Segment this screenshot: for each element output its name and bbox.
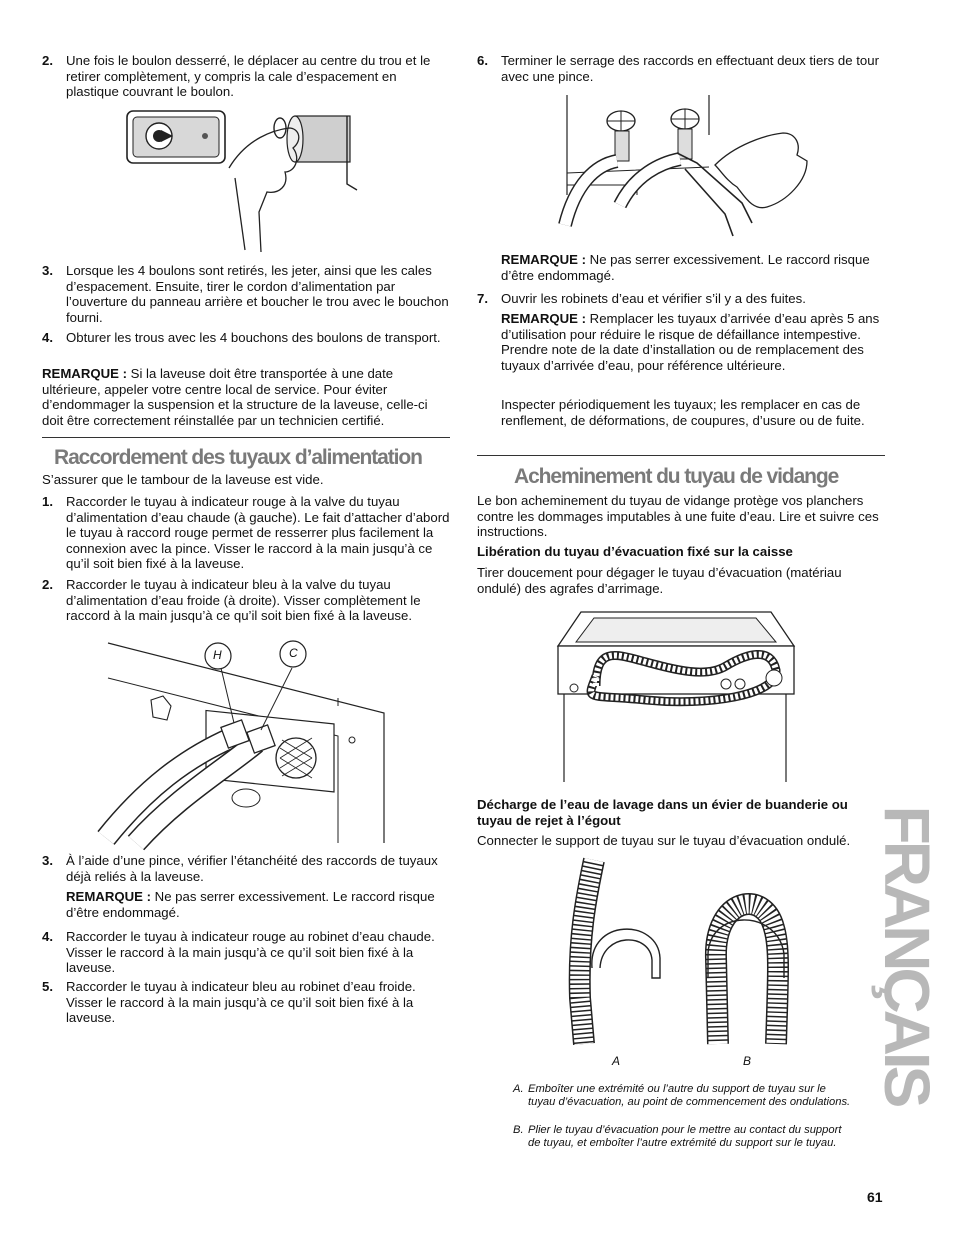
step-text: Terminer le serrage des raccords en effectuant deux tiers de tour avec une pince. (501, 53, 879, 84)
discharge-text: Connecter le support de tuyau sur le tuyau d’évacuation ondulé. (477, 833, 851, 848)
release-text: Tirer doucement pour dégager le tuyau d’évacuation (matériau ondulé) des agrafes d’arrimage. (477, 565, 842, 596)
section-title-supply-hoses: Raccordement des tuyaux d’alimentation (54, 446, 422, 469)
remark-text: Ne pas serrer excessivement. Le raccord risque d’être endommagé. (501, 252, 870, 283)
remark-label: REMARQUE : (501, 252, 586, 267)
step-text: Raccorder le tuyau à indicateur rouge à la valve du tuyau d’alimentation d’eau chaude (à gauche). Le fait d’attacher d’abord le tuyau à raccord rouge permet de resserrer plus facilement la connexion avec la pince. Visser le raccord à la main jusqu’à ce qu’il soit bien fixé à la laveuse. (66, 494, 450, 572)
remark-text: Si la laveuse doit être transportée à une date ultérieure, appeler votre centre local de service. Pour éviter d’endommager la suspension et la structure de la laveuse, celle-ci doit être correctement réinstallée par un technicien certifié. (42, 366, 428, 428)
step-number: 2. (42, 577, 53, 592)
subheading-discharge: Décharge de l’eau de lavage dans un évier de buanderie ou tuyau de rejet à l’égout (477, 797, 848, 828)
section-divider (42, 437, 450, 438)
intro-text: S’assurer que le tambour de la laveuse est vide. (42, 472, 324, 487)
label-b: B (743, 1054, 752, 1068)
inspect-text: Inspecter périodiquement les tuyaux; les remplacer en cas de renflement, de déformations, de coupures, d’usure ou de fuite. (501, 397, 865, 428)
caption-key: A. (513, 1083, 524, 1095)
step-text: Raccorder le tuyau à indicateur rouge au robinet d’eau chaude. Visser le raccord à la main jusqu’à ce qu’il soit bien fixé à la laveuse. (66, 929, 435, 976)
drain-intro: Le bon acheminement du tuyau de vidange protège vos planchers contre les dommages imputables à une fuite d’eau. Lire et suivre ces instructions. (477, 493, 879, 540)
step-number: 3. (42, 853, 53, 868)
caption-key: B. (513, 1124, 524, 1136)
step-number: 5. (42, 979, 53, 994)
step-number: 4. (42, 330, 53, 345)
caption-text: Emboîter une extrémité ou l’autre du support de tuyau sur le tuyau d’évacuation, au point de commencement des ondulations. (528, 1083, 851, 1108)
step-number: 3. (42, 263, 53, 278)
side-tab-text: FRANÇAIS (871, 805, 943, 1105)
step-text: Raccorder le tuyau à indicateur bleu au robinet d’eau froide. Visser le raccord à la main jusqu’à ce qu’il soit bien fixé à la laveuse. (66, 979, 416, 1026)
remark-replace-hoses (501, 311, 885, 373)
label-h: H (213, 648, 222, 662)
page-number: 61 (867, 1189, 883, 1205)
step-number: 2. (42, 53, 53, 68)
step-text: Lorsque les 4 boulons sont retirés, les jeter, ainsi que les cales d’espacement. Ensuite, tirer le cordon d’alimentation par l’ouverture du panneau arrière et boucher le trou avec le bouchon fourni. (66, 263, 449, 325)
step-number: 4. (42, 929, 53, 944)
step-text: Raccorder le tuyau à indicateur bleu à la valve du tuyau d’alimentation d’eau froide (à droite). Visser complètement le raccord à la main jusqu’à ce qu’il soit bien fixé à la laveuse. (66, 577, 421, 624)
step-text: Ouvrir les robinets d’eau et vérifier s’il y a des fuites. (501, 291, 806, 306)
label-c: C (289, 646, 298, 660)
remark-text: Ne pas serrer excessivement. Le raccord risque d’être endommagé. (66, 889, 435, 920)
remark-transport (42, 366, 450, 428)
remark-label: REMARQUE : (66, 889, 151, 904)
faucet-pliers-illustration (565, 95, 810, 243)
language-side-tab (871, 805, 943, 1105)
drain-hose-form-illustration (568, 858, 820, 1046)
step-text: Une fois le boulon desserré, le déplacer au centre du trou et le retirer complètement, y compris la cale d’espacement en plastique couvrant le boulon. (66, 53, 431, 100)
caption-text: Plier le tuyau d’évacuation pour le mettre au contact du support de tuyau, et emboîter l’autre extrémité du support sur le tuyau. (528, 1124, 842, 1149)
step-number: 6. (477, 53, 488, 68)
hose-connection-illustration (106, 638, 386, 843)
washer-drain-hose-illustration (556, 606, 796, 784)
section-divider (477, 455, 885, 456)
remark-label: REMARQUE : (42, 366, 127, 381)
step-text: Obturer les trous avec les 4 bouchons des boulons de transport. (66, 330, 441, 345)
remark-text: Remplacer les tuyaux d’arrivée d’eau après 5 ans d’utilisation pour réduire le risque de défaillance intempestive. Prendre note de la date d’installation ou de remplacement des tuyaux d’arrivée d’eau, pour référence ultérieure. (501, 311, 880, 373)
remark-label: REMARQUE : (501, 311, 586, 326)
step-text: À l’aide d’une pince, vérifier l’étanchéité des raccords de tuyaux déjà reliés à la laveuse. (66, 853, 438, 884)
bolt-removal-illustration (125, 108, 365, 253)
remark-overtighten (66, 889, 450, 920)
step-number: 7. (477, 291, 488, 306)
remark-overtighten-2 (501, 252, 885, 283)
section-title-drain-hose: Acheminement du tuyau de vidange (514, 465, 839, 488)
subheading-release: Libération du tuyau d’évacuation fixé sur la caisse (477, 544, 793, 559)
step-number: 1. (42, 494, 53, 509)
label-a: A (612, 1054, 621, 1068)
